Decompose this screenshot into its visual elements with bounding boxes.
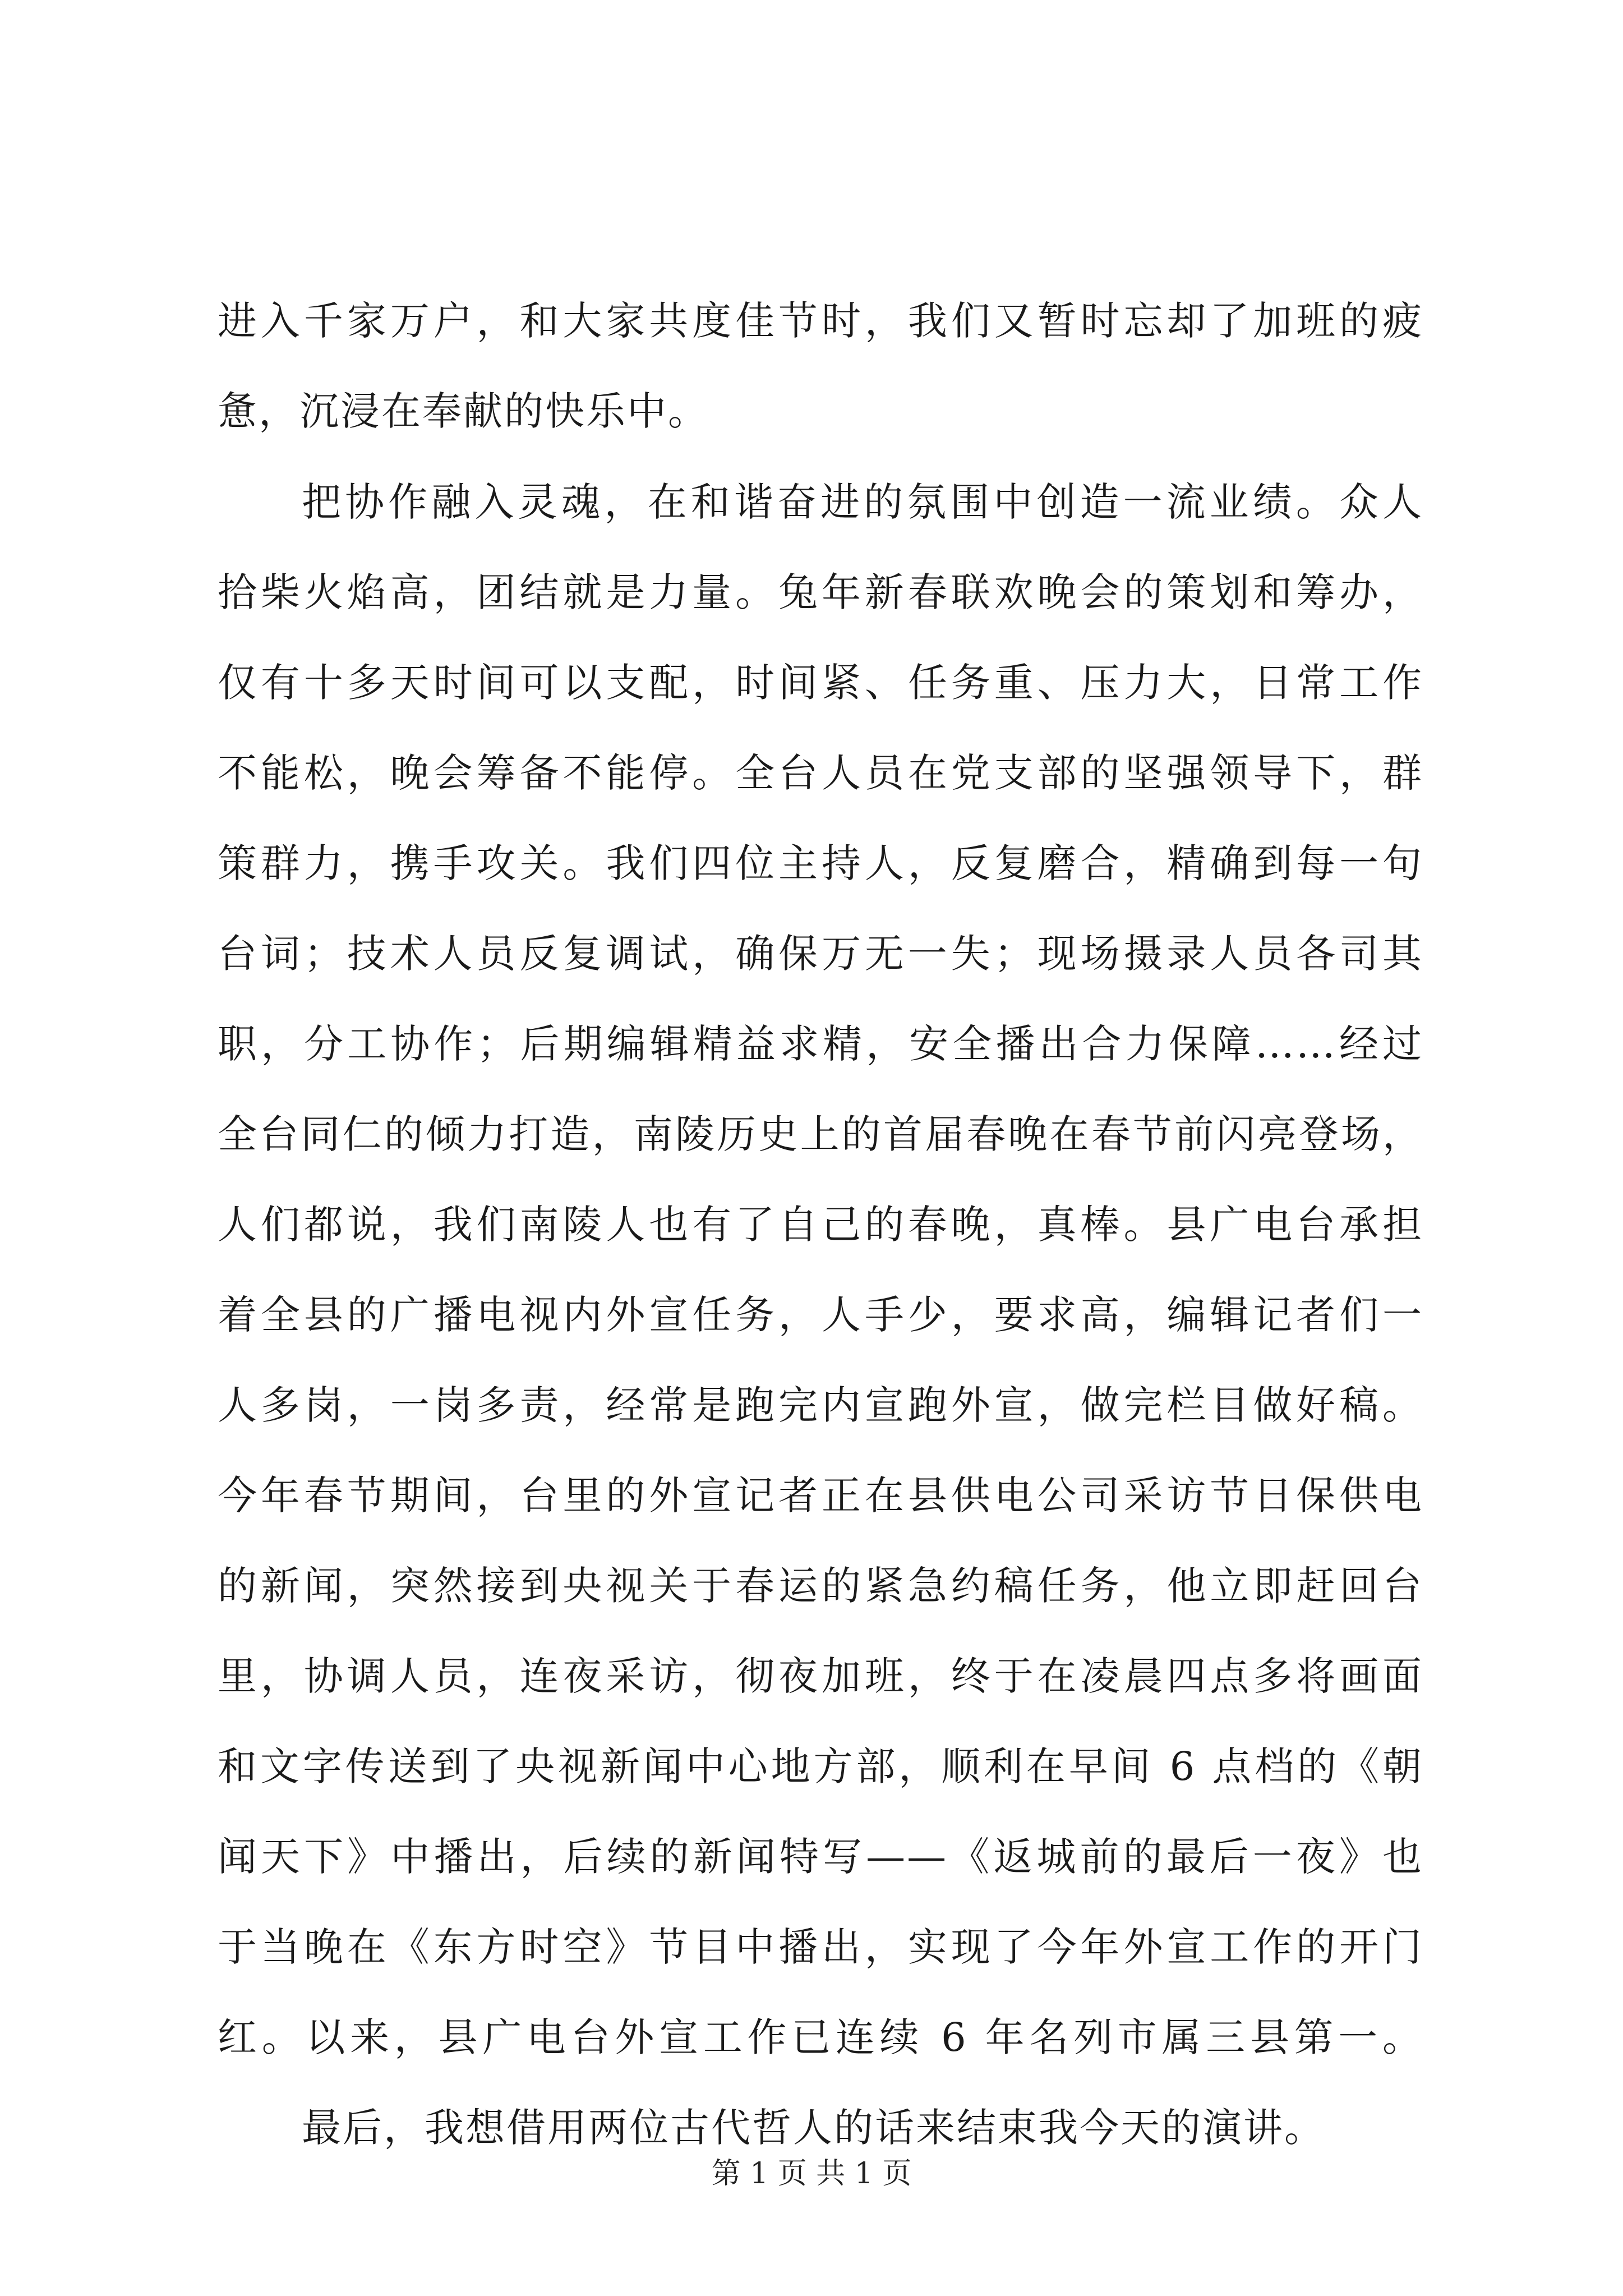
text-line-10: 全台同仁的倾力打造，南陵历史上的首届春晚在春节前闪亮登场， xyxy=(218,1111,1423,1157)
paragraph-start-line: 把协作融入灵魂，在和谐奋进的氛围中创造一流业绩。众人 xyxy=(302,479,1423,525)
text-line-1: 进入千家万户，和大家共度佳节时，我们又暂时忘却了加班的疲 xyxy=(218,298,1423,344)
text-line-13: 人多岗，一岗多责，经常是跑完内宣跑外宣，做完栏目做好稿。 xyxy=(218,1382,1423,1428)
text-line-9: 职，分工协作；后期编辑精益求精，安全播出合力保障……经过 xyxy=(218,1021,1423,1067)
text-line-16: 里，协调人员，连夜采访，彻夜加班，终于在凌晨四点多将画面 xyxy=(218,1653,1423,1699)
text-line-2: 惫，沉浸在奉献的快乐中。 xyxy=(218,388,709,434)
page-number-footer: 第 1 页 共 1 页 xyxy=(711,2157,912,2191)
text-line-20: 红。以来，县广电台外宣工作已连续 6 年名列市属三县第一。 xyxy=(218,2014,1423,2060)
closing-line: 最后，我想借用两位古代哲人的话来结束我今天的演讲。 xyxy=(302,2105,1325,2151)
text-line-14: 今年春节期间，台里的外宣记者正在县供电公司采访节日保供电 xyxy=(218,1473,1423,1519)
text-line-18: 闻天下》中播出，后续的新闻特写——《返城前的最后一夜》也 xyxy=(218,1834,1423,1880)
text-line-19: 于当晚在《东方时空》节目中播出，实现了今年外宣工作的开门 xyxy=(218,1924,1423,1970)
text-line-17: 和文字传送到了央视新闻中心地方部，顺利在早间 6 点档的《朝 xyxy=(218,1743,1423,1789)
text-line-4: 拾柴火焰高，团结就是力量。兔年新春联欢晚会的策划和筹办， xyxy=(218,569,1423,615)
text-line-5: 仅有十多天时间可以支配，时间紧、任务重、压力大，日常工作 xyxy=(218,660,1423,706)
text-line-11: 人们都说，我们南陵人也有了自己的春晚，真棒。县广电台承担 xyxy=(218,1202,1423,1248)
text-line-12: 着全县的广播电视内外宣任务，人手少，要求高，编辑记者们一 xyxy=(218,1292,1423,1338)
text-line-15: 的新闻，突然接到央视关于春运的紧急约稿任务，他立即赶回台 xyxy=(218,1563,1423,1609)
text-line-8: 台词；技术人员反复调试，确保万无一失；现场摄录人员各司其 xyxy=(218,931,1423,977)
text-line-7: 策群力，携手攻关。我们四位主持人，反复磨合，精确到每一句 xyxy=(218,840,1423,886)
text-line-6: 不能松，晚会筹备不能停。全台人员在党支部的坚强领导下，群 xyxy=(218,750,1423,796)
